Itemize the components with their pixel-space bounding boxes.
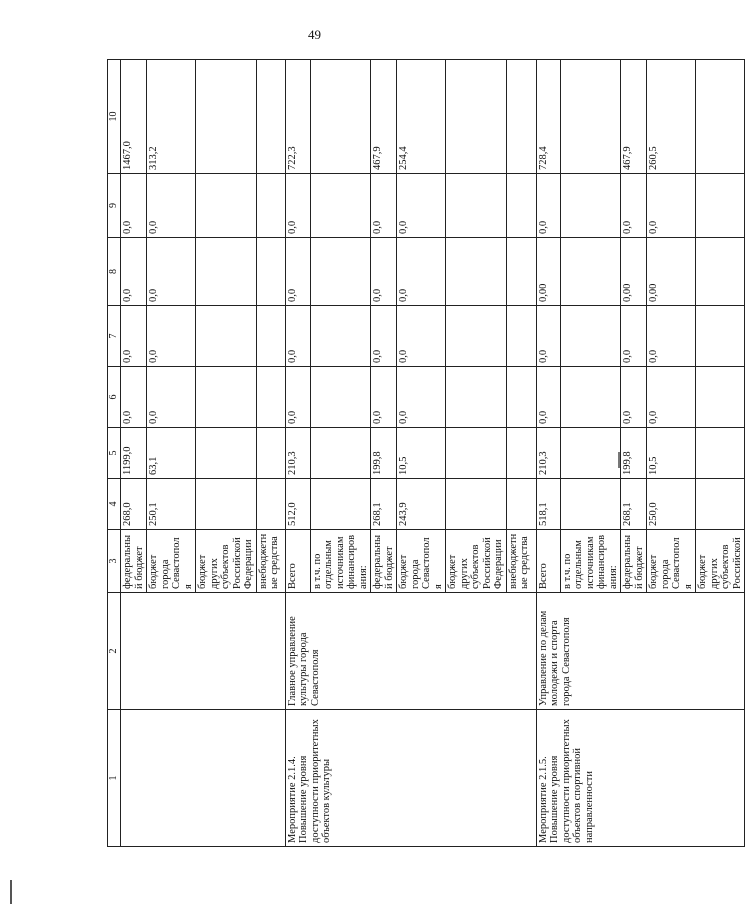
value-cell bbox=[446, 367, 507, 428]
value-cell: 722,3 bbox=[285, 60, 310, 174]
value-cell: 250,0 bbox=[647, 479, 696, 530]
budget-table bbox=[107, 59, 745, 847]
margin-mark bbox=[10, 880, 12, 904]
table-row bbox=[536, 60, 560, 847]
value-cell: 199,8 bbox=[371, 428, 397, 479]
value-cell: 0,0 bbox=[147, 174, 196, 238]
value-cell: 0,0 bbox=[647, 174, 696, 238]
value-cell: 250,1 bbox=[147, 479, 196, 530]
value-cell bbox=[196, 306, 257, 367]
column-header: 9 bbox=[108, 174, 121, 238]
value-cell bbox=[560, 367, 621, 428]
value-cell bbox=[696, 306, 745, 367]
table-row bbox=[121, 60, 147, 847]
value-cell: 0,0 bbox=[621, 174, 647, 238]
value-cell: 0,0 bbox=[621, 367, 647, 428]
value-cell bbox=[446, 306, 507, 367]
value-cell: 210,3 bbox=[536, 428, 560, 479]
value-cell bbox=[446, 60, 507, 174]
value-cell: 0,0 bbox=[536, 306, 560, 367]
source-cell: в т.ч. по отдельным источникам финансирования: bbox=[310, 530, 371, 593]
source-cell: внебюджетные средства bbox=[506, 530, 536, 593]
value-cell: 254,4 bbox=[397, 60, 446, 174]
value-cell: 512,0 bbox=[285, 479, 310, 530]
source-cell: федеральный бюджет bbox=[121, 530, 147, 593]
value-cell bbox=[446, 174, 507, 238]
value-cell: 243,9 bbox=[397, 479, 446, 530]
value-cell: 10,5 bbox=[647, 428, 696, 479]
value-cell: 0,0 bbox=[121, 238, 147, 306]
value-cell: 0,0 bbox=[371, 367, 397, 428]
table-body bbox=[108, 60, 745, 847]
source-cell: Всего bbox=[285, 530, 310, 593]
value-cell: 0,0 bbox=[147, 238, 196, 306]
value-cell bbox=[446, 238, 507, 306]
source-cell: бюджет города Севастополя bbox=[647, 530, 696, 593]
value-cell bbox=[446, 428, 507, 479]
column-header: 5 bbox=[108, 428, 121, 479]
value-cell bbox=[196, 428, 257, 479]
value-cell bbox=[256, 238, 285, 306]
column-header: 10 bbox=[108, 60, 121, 174]
value-cell bbox=[310, 367, 371, 428]
value-cell bbox=[696, 174, 745, 238]
value-cell: 0,0 bbox=[147, 367, 196, 428]
value-cell: 0,0 bbox=[536, 174, 560, 238]
value-cell bbox=[560, 60, 621, 174]
value-cell bbox=[560, 174, 621, 238]
value-cell: 728,4 bbox=[536, 60, 560, 174]
value-cell: 518,1 bbox=[536, 479, 560, 530]
value-cell bbox=[560, 479, 621, 530]
value-cell: 0,0 bbox=[397, 238, 446, 306]
source-cell: в т.ч. по отдельным источникам финансирования: bbox=[560, 530, 621, 593]
value-cell bbox=[506, 174, 536, 238]
value-cell: 313,2 bbox=[147, 60, 196, 174]
margin-mark-2 bbox=[618, 452, 620, 468]
value-cell: 0,0 bbox=[121, 306, 147, 367]
value-cell bbox=[256, 60, 285, 174]
source-cell: бюджет других субъектов Российской Федерации bbox=[446, 530, 507, 593]
value-cell: 0,0 bbox=[371, 174, 397, 238]
column-header: 8 bbox=[108, 238, 121, 306]
value-cell: 1467,0 bbox=[121, 60, 147, 174]
value-cell: 260,5 bbox=[647, 60, 696, 174]
value-cell bbox=[310, 479, 371, 530]
measure-name-cell: Мероприятие 2.1.5. Повышение уровня доступности приоритетных объектов спортивной направленности bbox=[536, 710, 745, 847]
value-cell: 268,0 bbox=[121, 479, 147, 530]
value-cell bbox=[256, 367, 285, 428]
source-cell: федеральный бюджет bbox=[621, 530, 647, 593]
rotated-table-wrapper bbox=[107, 60, 743, 847]
value-cell bbox=[560, 428, 621, 479]
column-header: 4 bbox=[108, 479, 121, 530]
value-cell bbox=[196, 479, 257, 530]
value-cell: 0,0 bbox=[647, 367, 696, 428]
value-cell bbox=[256, 479, 285, 530]
header-row bbox=[108, 60, 121, 847]
value-cell bbox=[310, 428, 371, 479]
value-cell bbox=[446, 479, 507, 530]
value-cell bbox=[696, 479, 745, 530]
source-cell: бюджет других субъектов Российской bbox=[696, 530, 745, 593]
value-cell bbox=[256, 174, 285, 238]
value-cell bbox=[196, 174, 257, 238]
column-header: 7 bbox=[108, 306, 121, 367]
page-number: 49 bbox=[308, 27, 321, 42]
value-cell bbox=[560, 306, 621, 367]
source-cell: бюджет города Севастополя bbox=[147, 530, 196, 593]
column-header: 6 bbox=[108, 367, 121, 428]
value-cell: 0,0 bbox=[371, 306, 397, 367]
value-cell bbox=[310, 174, 371, 238]
value-cell: 0,0 bbox=[285, 174, 310, 238]
value-cell bbox=[196, 60, 257, 174]
value-cell: 0,0 bbox=[397, 367, 446, 428]
value-cell bbox=[310, 238, 371, 306]
value-cell bbox=[696, 367, 745, 428]
column-header: 1 bbox=[108, 710, 121, 847]
value-cell: 0,0 bbox=[397, 306, 446, 367]
value-cell: 0,0 bbox=[621, 306, 647, 367]
source-cell: федеральный бюджет bbox=[371, 530, 397, 593]
value-cell: 10,5 bbox=[397, 428, 446, 479]
executor-cell: Управление по делам молодежи и спорта города Севастополя bbox=[536, 593, 745, 710]
value-cell: 0,0 bbox=[536, 367, 560, 428]
value-cell: 1199,0 bbox=[121, 428, 147, 479]
value-cell bbox=[696, 428, 745, 479]
value-cell bbox=[310, 306, 371, 367]
value-cell: 0,0 bbox=[371, 238, 397, 306]
column-header: 3 bbox=[108, 530, 121, 593]
value-cell: 0,0 bbox=[147, 306, 196, 367]
value-cell: 0,00 bbox=[536, 238, 560, 306]
executor-cell: Главное управление культуры города Севастополя bbox=[285, 593, 536, 710]
empty-measure-cell bbox=[121, 710, 286, 847]
measure-name-cell: Мероприятие 2.1.4. Повышение уровня доступности приоритетных объектов культуры bbox=[285, 710, 536, 847]
value-cell: 268,1 bbox=[371, 479, 397, 530]
value-cell: 467,9 bbox=[621, 60, 647, 174]
source-cell: внебюджетные средства bbox=[256, 530, 285, 593]
value-cell bbox=[506, 238, 536, 306]
value-cell: 0,0 bbox=[285, 238, 310, 306]
source-cell: бюджет других субъектов Российской Федерации bbox=[196, 530, 257, 593]
value-cell: 0,00 bbox=[647, 238, 696, 306]
empty-executor-cell bbox=[121, 593, 286, 710]
value-cell bbox=[310, 60, 371, 174]
source-cell: бюджет города Севастополя bbox=[397, 530, 446, 593]
value-cell bbox=[196, 238, 257, 306]
value-cell: 0,00 bbox=[621, 238, 647, 306]
value-cell: 63,1 bbox=[147, 428, 196, 479]
value-cell: 268,1 bbox=[621, 479, 647, 530]
value-cell: 0,0 bbox=[285, 367, 310, 428]
source-cell: Всего bbox=[536, 530, 560, 593]
value-cell bbox=[506, 60, 536, 174]
value-cell bbox=[506, 479, 536, 530]
value-cell: 199,8 bbox=[621, 428, 647, 479]
table-row bbox=[285, 60, 310, 847]
value-cell: 0,0 bbox=[285, 306, 310, 367]
value-cell bbox=[560, 238, 621, 306]
value-cell bbox=[506, 367, 536, 428]
value-cell: 210,3 bbox=[285, 428, 310, 479]
value-cell bbox=[256, 306, 285, 367]
value-cell bbox=[506, 428, 536, 479]
value-cell: 0,0 bbox=[647, 306, 696, 367]
value-cell bbox=[256, 428, 285, 479]
value-cell bbox=[506, 306, 536, 367]
column-header: 2 bbox=[108, 593, 121, 710]
value-cell: 0,0 bbox=[397, 174, 446, 238]
value-cell bbox=[696, 238, 745, 306]
value-cell bbox=[696, 60, 745, 174]
value-cell: 467,9 bbox=[371, 60, 397, 174]
value-cell: 0,0 bbox=[121, 174, 147, 238]
value-cell: 0,0 bbox=[121, 367, 147, 428]
value-cell bbox=[196, 367, 257, 428]
